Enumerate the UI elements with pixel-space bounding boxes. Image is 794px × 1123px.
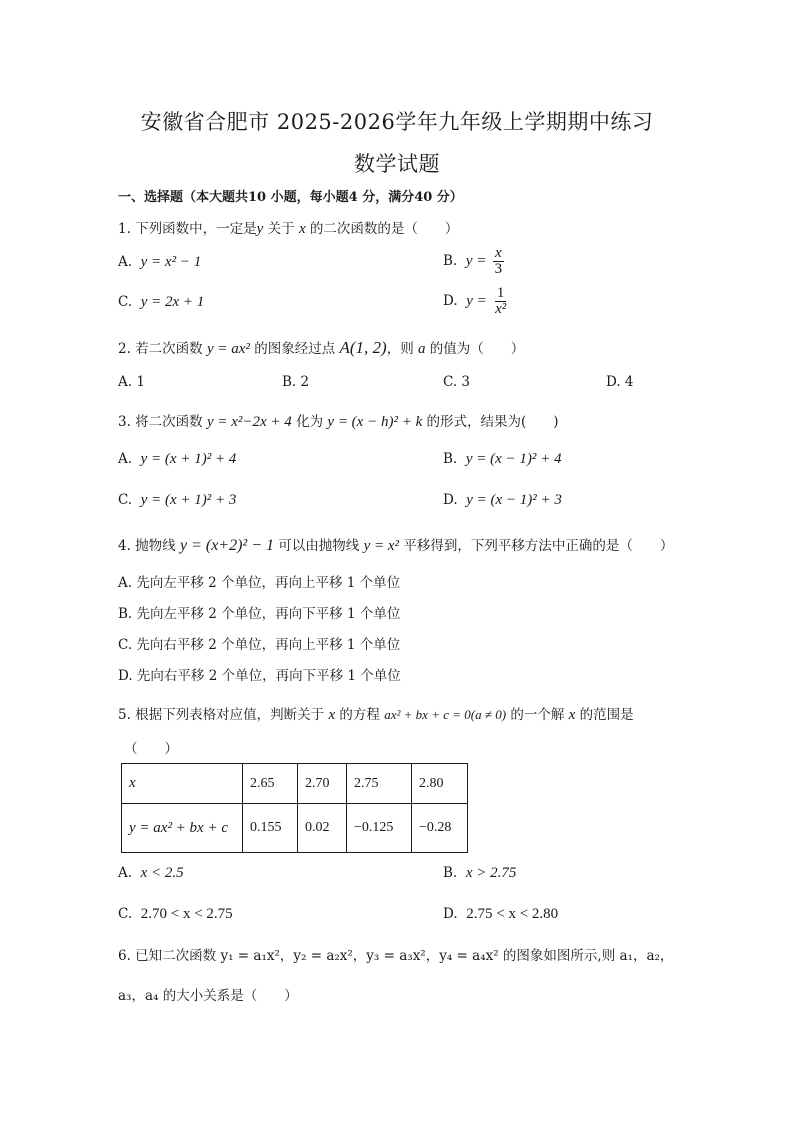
q5-stem-part: 的方程 [335, 707, 385, 723]
option-expression: 2.75 < x < 2.80 [466, 906, 559, 922]
q4-base-parabola: y = x² [363, 538, 400, 554]
q3-stem-part: 的形式，结果为( ) [422, 414, 559, 430]
q2-stem-part: ，则 [386, 341, 419, 357]
q2-stem-part: 2. 若二次函数 [118, 341, 207, 357]
table-cell: 0.155 [243, 804, 298, 853]
fraction-denominator: 3 [494, 261, 503, 277]
option-label: B. [443, 451, 458, 467]
option-label: D. [443, 906, 458, 922]
q1-stem-part: 1. 下列函数中，一定是 [118, 221, 257, 237]
option-label: C. [118, 294, 133, 310]
q3-option-c[interactable] [118, 492, 236, 509]
option-expression: y = (x − 1)² + 4 [465, 451, 562, 467]
q5-var-x: x [328, 707, 336, 723]
q3-option-b[interactable] [443, 451, 561, 468]
q2-stem-part: 的值为（ ） [425, 341, 525, 357]
table-cell: y = ax² + bx + c [122, 804, 243, 853]
q4-stem-part: 4. 抛物线 [118, 538, 180, 554]
q2-point: A(1, 2) [339, 338, 387, 357]
q5-option-c[interactable] [118, 906, 233, 923]
option-expression: x > 2.75 [465, 865, 517, 881]
q5-option-a[interactable] [118, 865, 184, 882]
q1-option-a[interactable] [118, 254, 201, 271]
q4-option-a[interactable]: A. 先向左平移 2 个单位，再向上平移 1 个单位 [118, 575, 401, 591]
q2-option-d[interactable]: D. 4 [606, 374, 634, 390]
q3-stem-part: 3. 将二次函数 [118, 414, 207, 430]
q5-answer-paren: （ ） [124, 741, 178, 757]
option-label: D. [443, 492, 458, 508]
q5-var-x: x [568, 707, 576, 723]
option-expression: y = x² − 1 [140, 254, 202, 270]
question-4-stem [118, 534, 673, 555]
option-label: A. [118, 451, 133, 467]
option-label: B. [443, 253, 458, 269]
option-expression: y = [465, 253, 487, 269]
fraction-numerator: x [495, 245, 502, 261]
page-subtitle: 数学试题 [354, 152, 440, 176]
question-2-stem [118, 337, 524, 358]
fraction-denominator: x² [495, 301, 507, 317]
table-cell: 2.70 [298, 764, 347, 804]
question-5-stem [118, 703, 634, 724]
q4-option-b[interactable]: B. 先向左平移 2 个单位，再向下平移 1 个单位 [118, 606, 401, 622]
q3-function: y = x²−2x + 4 [206, 414, 292, 430]
table-row [122, 764, 468, 804]
q4-option-d[interactable]: D. 先向右平移 2 个单位，再向下平移 1 个单位 [118, 668, 401, 684]
q5-equation: ax² + bx + c = 0(a ≠ 0) [384, 707, 507, 722]
option-expression: x < 2.5 [140, 865, 184, 881]
table-cell: 2.80 [412, 764, 468, 804]
q1-option-b[interactable] [443, 246, 506, 277]
q1-option-c[interactable] [118, 294, 204, 311]
table-cell: 2.65 [243, 764, 298, 804]
q4-option-c[interactable]: C. 先向右平移 2 个单位，再向上平移 1 个单位 [118, 637, 401, 653]
question-6-stem-line1: 6. 已知二次函数 y₁ = a₁x²，y₂ = a₂x²，y₃ = a₃x²，y₄ = a₄x² 的图象如图所示,则 a₁，a₂， [118, 948, 674, 964]
q3-stem-part: 化为 [291, 414, 328, 430]
table-row [122, 804, 468, 853]
fraction [493, 246, 505, 277]
option-expression: y = [466, 293, 487, 309]
q1-stem-part: 的二次函数的是（ ） [305, 221, 459, 237]
page-title: 安徽省合肥市 2025-2026学年九年级上学期期中练习 [140, 110, 654, 134]
option-label: A. [118, 254, 133, 270]
q5-option-b[interactable] [443, 865, 516, 882]
q2-option-b[interactable]: B. 2 [282, 374, 310, 390]
option-expression: y = (x − 1)² + 3 [466, 492, 562, 508]
q5-stem-part: 的一个解 [506, 707, 569, 723]
q4-stem-part: 可以由抛物线 [274, 538, 364, 554]
table-cell: −0.125 [347, 804, 412, 853]
q3-option-d[interactable] [443, 492, 562, 509]
q1-stem-part: 关于 [263, 221, 299, 237]
q2-stem-part: 的图象经过点 [249, 341, 340, 357]
q2-option-a[interactable]: A. 1 [118, 374, 145, 390]
table-cell: 0.02 [298, 804, 347, 853]
q2-option-c[interactable]: C. 3 [443, 374, 471, 390]
q3-option-a[interactable] [118, 451, 236, 468]
q5-option-d[interactable] [443, 906, 558, 923]
fraction [493, 286, 508, 317]
q1-var-y: y [256, 221, 264, 237]
q2-function: y = ax² [206, 341, 250, 357]
q5-stem-part: 5. 根据下列表格对应值，判断关于 [118, 707, 329, 723]
value-table [121, 763, 468, 853]
option-expression: y = (x + 1)² + 4 [140, 451, 237, 467]
option-expression: y = (x + 1)² + 3 [140, 492, 237, 508]
fraction-numerator: 1 [496, 285, 505, 301]
option-label: C. [118, 492, 133, 508]
q4-function: y = (x+2)² − 1 [179, 537, 275, 554]
option-label: B. [443, 865, 458, 881]
q4-stem-part: 平移得到，下列平移方法中正确的是（ ） [399, 538, 674, 554]
option-expression: 2.70 < x < 2.75 [140, 906, 233, 922]
question-6-stem-line2: a₃，a₄ 的大小关系是（ ） [118, 988, 298, 1004]
q3-vertex-form: y = (x − h)² + k [327, 414, 423, 430]
q1-var-x: x [298, 221, 306, 237]
option-label: A. [118, 865, 133, 881]
question-1-stem [118, 217, 458, 238]
q2-var-a: a [418, 341, 426, 357]
question-3-stem [118, 410, 559, 431]
q5-stem-part: 的范围是 [575, 707, 634, 723]
section-heading: 一、选择题（本大题共10 小题，每小题4 分，满分40 分） [118, 190, 463, 205]
table-cell: 2.75 [347, 764, 412, 804]
option-label: C. [118, 906, 133, 922]
option-expression: y = 2x + 1 [140, 294, 205, 310]
table-cell: x [122, 764, 243, 804]
option-label: D. [443, 293, 458, 309]
q1-option-d[interactable] [443, 286, 510, 317]
table-cell: −0.28 [412, 804, 468, 853]
